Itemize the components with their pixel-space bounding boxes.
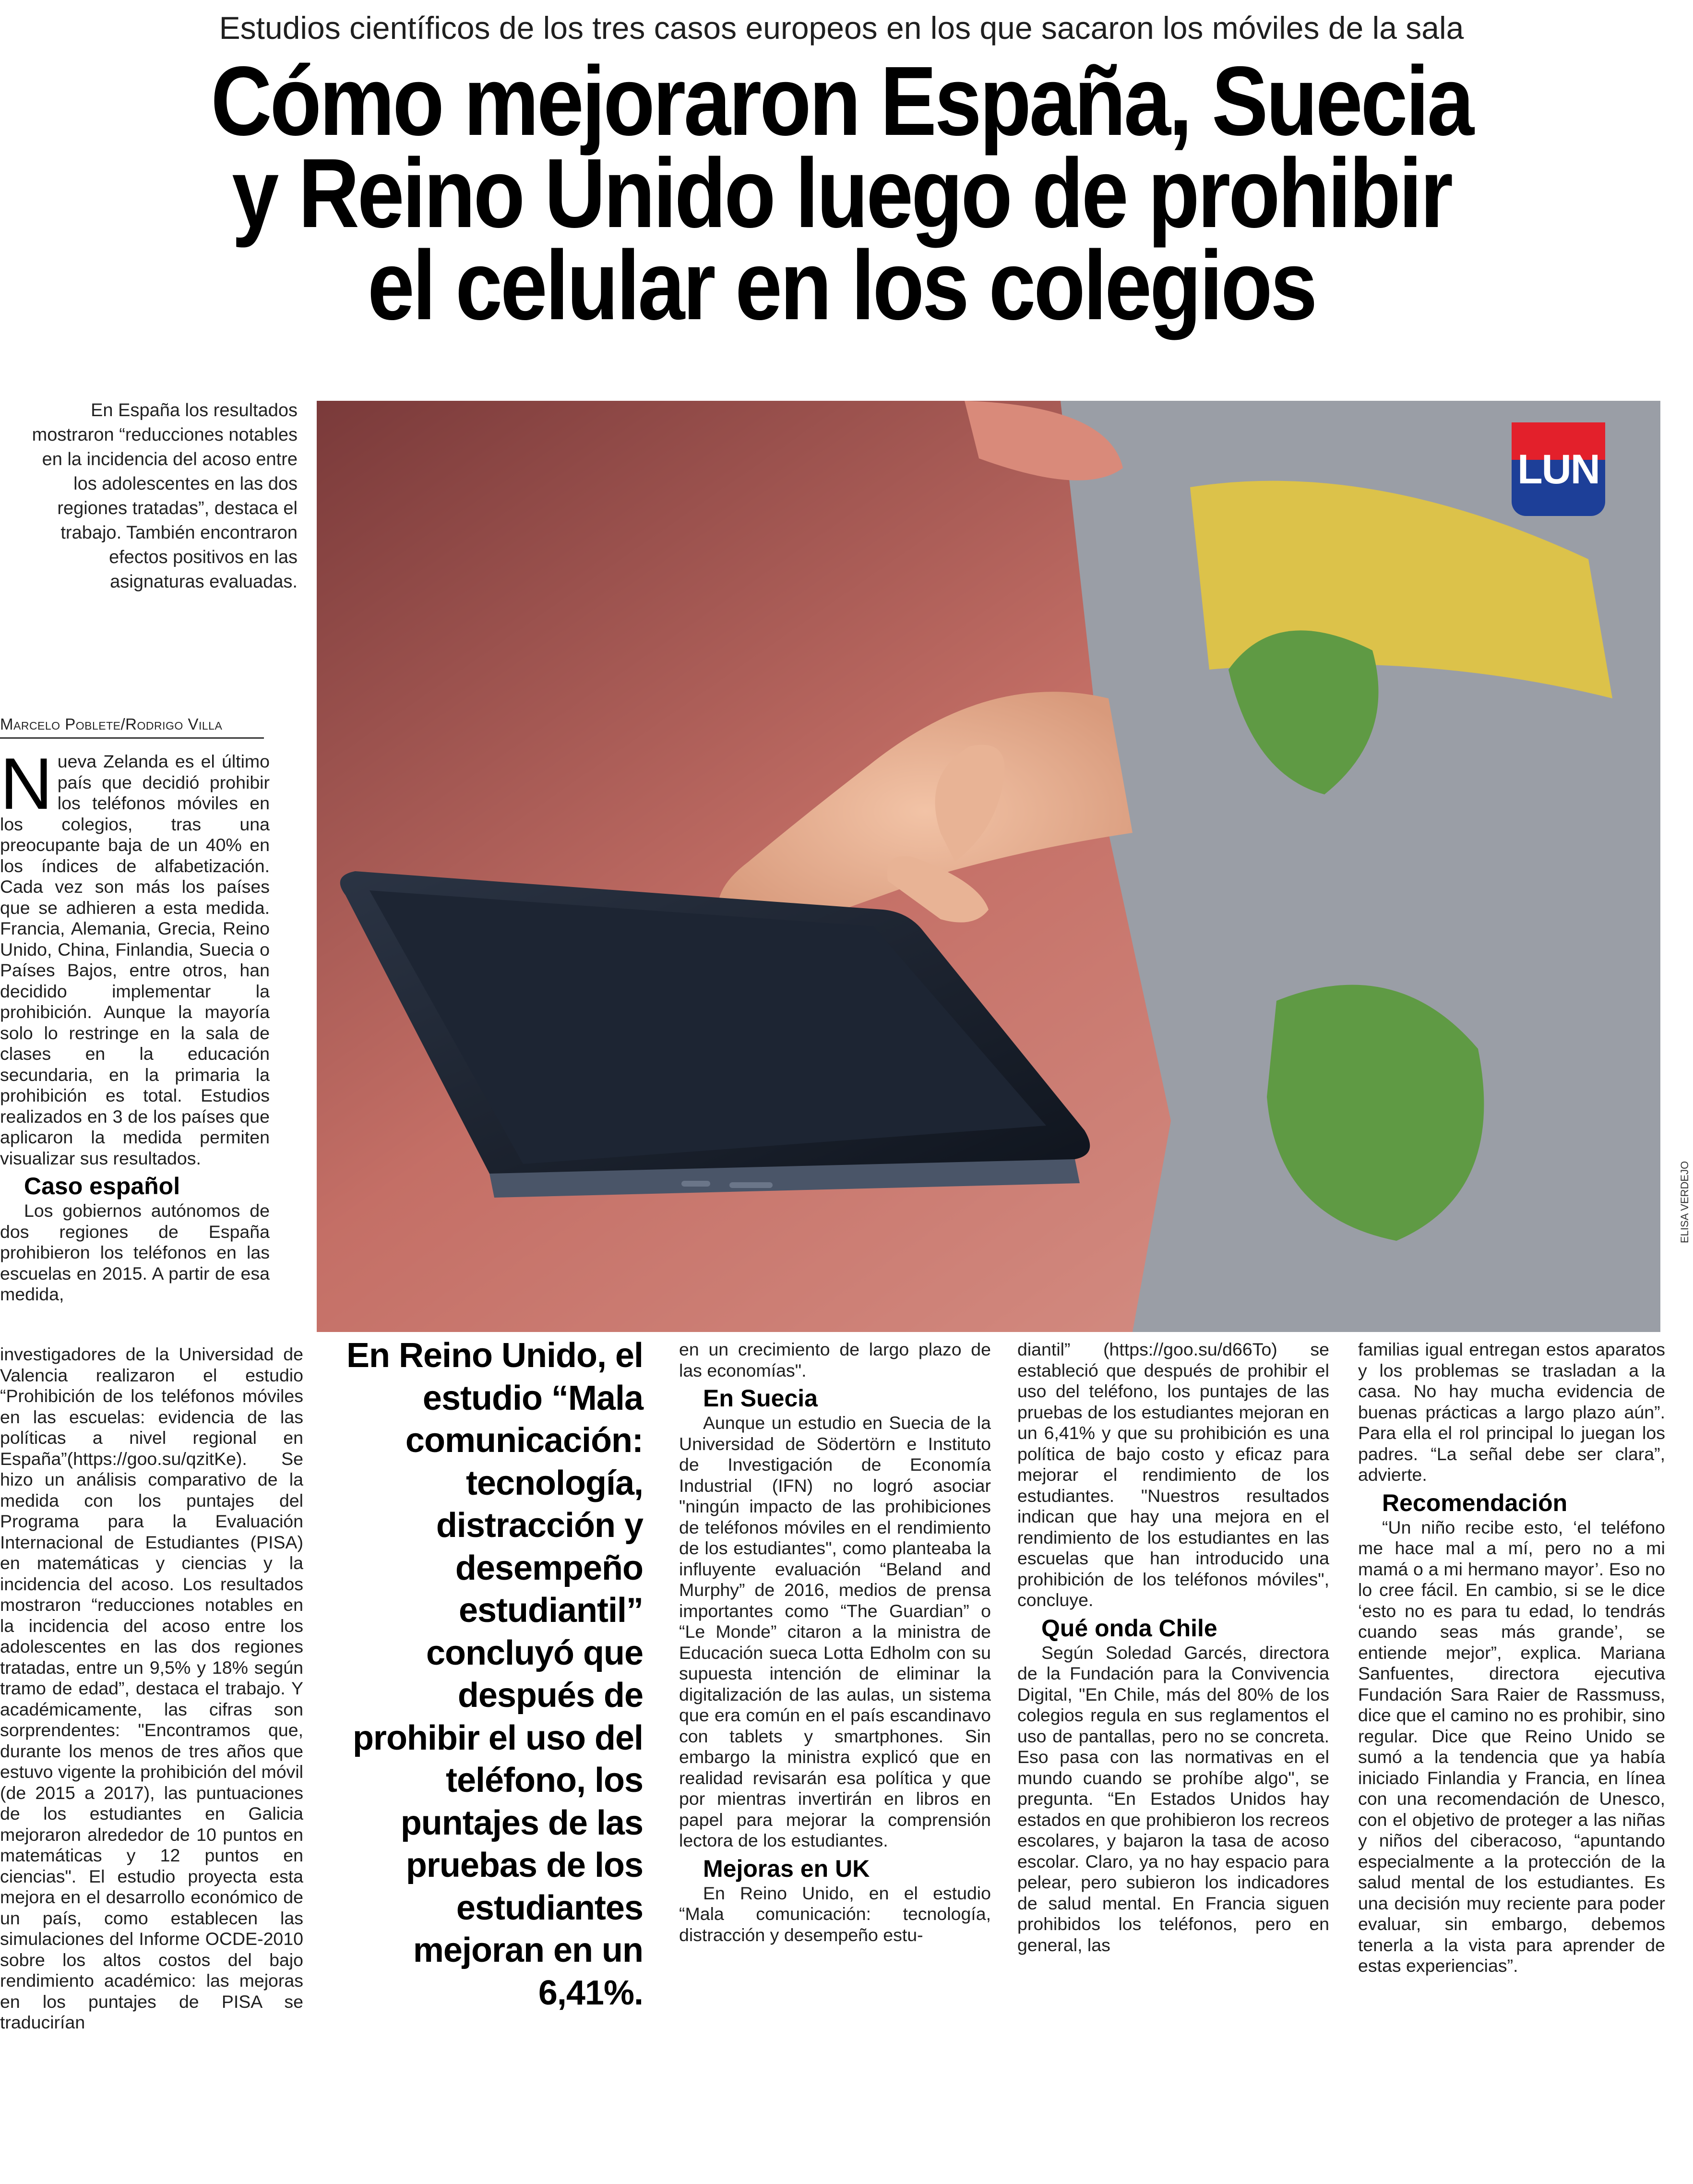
column-4: [1358, 1339, 1665, 1977]
column-2: [679, 1339, 991, 1945]
paragraph-chile-continued: familias igual entregan estos aparatos y los problemas se trasladan a la casa. No hay mucha evidencia de buenas prácticas a largo plazo aún”. Para ella el rol principal lo juegan los padres. “La señal debe ser clara”, advierte.: [1358, 1339, 1665, 1485]
subhead-recommendation: Recomendación: [1382, 1489, 1568, 1516]
subhead-sweden: En Suecia: [703, 1385, 818, 1412]
paragraph-continued: en un crecimiento de largo plazo de las economías".: [679, 1339, 991, 1380]
photo-credit: ELISA VERDEJO: [1679, 1161, 1691, 1243]
paragraph-chile: Según Soledad Garcés, directora de la Fundación para la Convivencia Digital, "En Chile, más del 80% de los colegios regula en sus reglamentos el uso de pantallas, pero no se concreta. Eso pasa con las normativas en el mundo cuando se prohíbe algo", se pregunta. “En Estados Unidos hay estados en que prohibieron los recreos escolares, y bajaron la tasa de acoso escolar. Claro, ya no hay espacio para pelear, pero subieron los indicadores de salud mental. En Francia siguen prohibidos los teléfonos, pero en general, las: [1017, 1642, 1329, 1955]
headline: Cómo mejoraron España, Suecia y Reino Unido luego de prohibir el celular en los colegios: [211, 46, 1472, 340]
paragraph-sweden: Aunque un estudio en Suecia de la Universidad de Södertörn e Instituto de Investigación de Economía Industrial (IFN) no logró asociar "ningún impacto de las prohibiciones de teléfonos móviles en el rendimiento de los estudiantes", como planteaba la influyente evaluación “Beland and Murphy” de 2016, medios de prensa importantes como “The Guardian” o “Le Monde” citaron a la ministra de Educación sueca Lotta Edholm con su supuesta intención de eliminar la digitalización de las aulas, un sistema que era común en el país escandinavo con tablets y smartphones. Sin embargo la ministra explicó que en realidad revisarán esa política y que por mientras invertirán en libros en papel para mejorar la comprensión lectora de los estudiantes.: [679, 1413, 991, 1850]
summary: En España los resultados mostraron “reducciones notables en la incidencia del acoso entre los adolescentes en las dos regiones tratadas”, destaca el trabajo. También encontraron efectos positivos en las asignaturas evaluadas.: [32, 400, 298, 592]
column-1-top: [0, 743, 270, 1305]
pull-quote: En Reino Unido, el estudio “Mala comunicación: tecnología, distracción y desempeño estudiantil” concluyó que después de prohibir el uso del teléfono, los puntajes de las pruebas de los estudiantes mejoran en un 6,41%.: [346, 1336, 643, 2012]
kicker: Estudios científicos de los tres casos europeos en los que sacaron los móviles de la sala: [219, 10, 1464, 46]
drop-cap: N: [0, 743, 53, 825]
column-1-bottom: [0, 1344, 303, 2033]
article-photo: [317, 401, 1660, 1332]
byline: Marcelo Poblete/Rodrigo Villa: [0, 715, 264, 739]
column-3: [1017, 1339, 1329, 1956]
lun-logo: LUN: [1512, 422, 1605, 516]
paragraph-spain-2: investigadores de la Universidad de Valencia realizaron el estudio “Prohibición de los teléfonos móviles en las escuelas: evidencia de las políticas a nivel regional en España”(https://goo.su/qzitKe). Se hizo un análisis comparativo de la medida con los puntajes del Programa para la Evaluación Internacional de Estudiantes (PISA) en matemáticas y ciencias y la incidencia del acoso. Los resultados mostraron “reducciones notables en la incidencia del acoso entre los adolescentes en las dos regiones tratadas, entre un 9,5% y 18% según tramo de edad”, destaca el trabajo. Y académicamente, las cifras son sorprendentes: "Encontramos que, durante los menos de tres años que estuvo vigente la prohibición del móvil (de 2015 a 2017), las puntuaciones de los estudiantes en Galicia mejoraron alrededor de 10 puntos en matemáticas y 12 puntos en ciencias". El estudio proyecta esta mejora en el desarrollo económico de un país, como establecen las simulaciones del Informe OCDE-2010 sobre los altos costos del bajo rendimiento académico: las mejoras en los puntajes de PISA se traducirían: [0, 1344, 303, 2032]
paragraph-uk-continued: diantil” (https://goo.su/d66To) se estableció que después de prohibir el uso del teléfono, los puntajes de las pruebas de los estudiantes mejoran en un 6,41% y que su prohibición es una política de bajo costo y eficaz para mejorar el rendimiento de los estudiantes. "Nuestros resultados indican que hay una mejora en el rendimiento de los estudiantes en las escuelas que han introducido una prohibición de los teléfonos móviles", concluye.: [1017, 1339, 1329, 1610]
subhead-uk: Mejoras en UK: [703, 1855, 870, 1882]
paragraph-recommendation: “Un niño recibe esto, ‘el teléfono me hace mal a mí, pero no a mi mamá o a mi hermano mayor’. Eso no lo cree fácil. En cambio, si se le dice ‘esto no es para tu edad, lo tendrás cuando seas más grande’, se entiende mejor”, explica. Mariana Sanfuentes, directora ejecutiva Fundación Sara Raier de Rassmuss, dice que el camino no es prohibir, sino regular. Dice que Reino Unido se sumó a la tendencia que ya había iniciado Finlandia y Francia, en línea con una recomendación de Unesco, con el objetivo de proteger a las niñas y niños del ciberacoso, “apuntando especialmente a la protección de la salud mental de los estudiantes. Es una decisión muy reciente para poder evaluar, sin embargo, debemos tenerla a la vista para aprender de estas experiencias”.: [1358, 1517, 1665, 1976]
paragraph-spain-1: Los gobiernos autónomos de dos regiones de España prohibieron los teléfonos en las escuelas en 2015. A partir de esa medida,: [0, 1200, 270, 1304]
subhead-chile: Qué onda Chile: [1041, 1614, 1217, 1642]
subhead-spain: Caso español: [24, 1173, 180, 1200]
intro-paragraph: ueva Zelanda es el último país que decidió prohibir los teléfonos móviles en los colegios, tras una preocupante baja de un 40% en los índices de alfabetización. Cada vez son más los países que se adhieren a esta medida. Francia, Alemania, Grecia, Reino Unido, China, Finlandia, Suecia o Países Bajos, entre otros, han decidido implementar la prohibición. Aunque la mayoría solo lo restringe en la sala de clases en la educación secundaria, en la primaria la prohibición es total. Estudios realizados en 3 de los países que aplicaron la medida permiten visualizar sus resultados.: [0, 751, 270, 1168]
paragraph-uk: En Reino Unido, en el estudio “Mala comunicación: tecnología, distracción y desempeño estu-: [679, 1883, 991, 1945]
